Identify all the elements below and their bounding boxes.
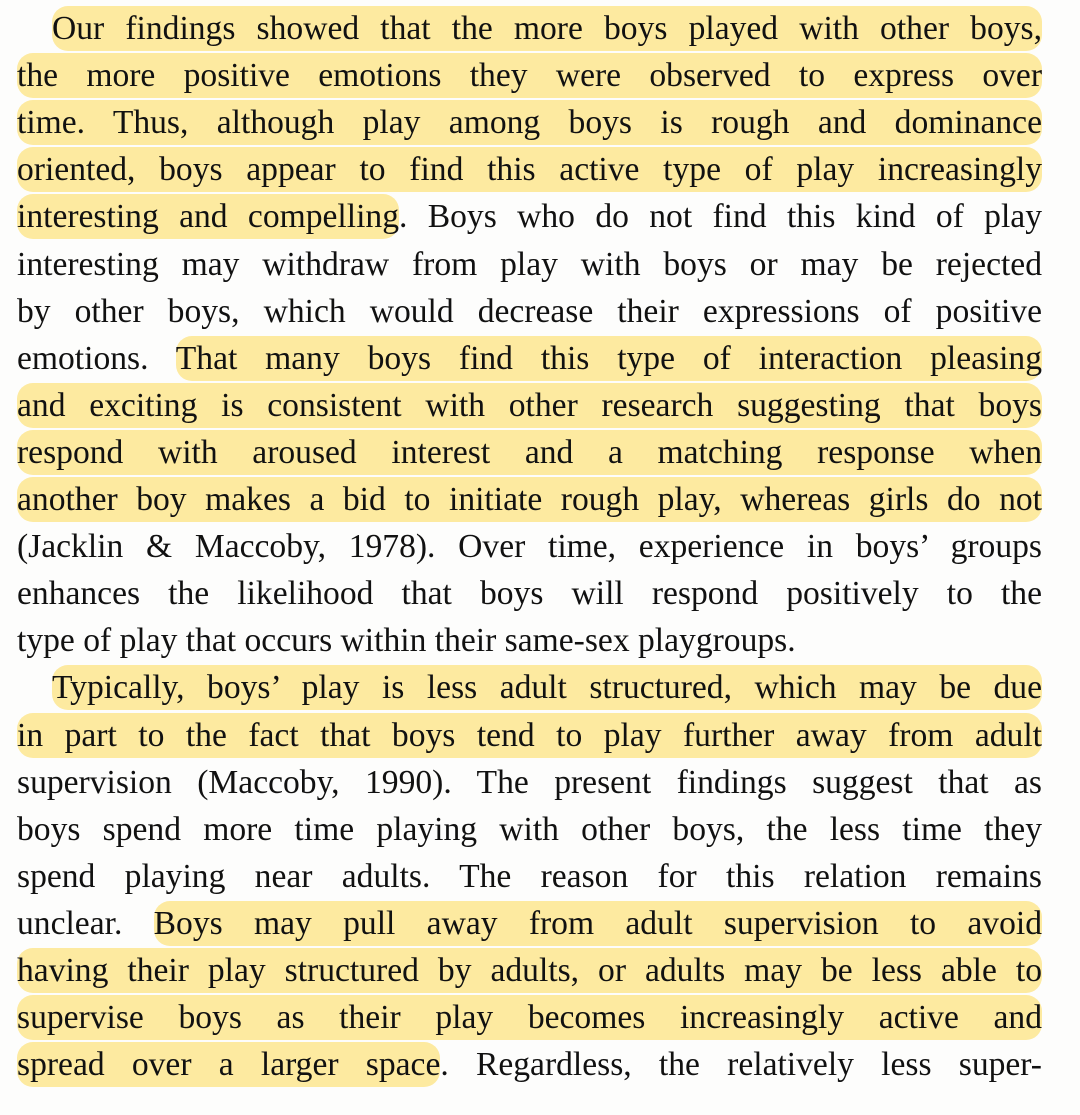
text-line <box>17 476 1042 524</box>
text-line <box>17 1041 1042 1089</box>
text-line <box>17 523 1042 571</box>
text-line <box>17 99 1042 147</box>
text-span: spend playing near adults. The reason for this relation remains <box>17 857 1042 895</box>
text-line <box>17 570 1042 618</box>
text-span: unclear. <box>17 904 154 942</box>
text-span: supervision (Maccoby, 1990). The present findings suggest that as <box>17 763 1042 801</box>
highlighted-text: Our findings showed that the more boys played with other boys, <box>52 6 1042 51</box>
text-line <box>17 288 1042 336</box>
text-line <box>17 52 1042 100</box>
highlighted-text: the more positive emotions they were observed to express over <box>17 53 1042 98</box>
text-span: . Regardless, the relatively less super- <box>440 1046 1042 1084</box>
text-span: emotions. <box>17 339 176 377</box>
highlighted-text: and exciting is consistent with other research suggesting that boys <box>17 383 1042 428</box>
highlighted-text: another boy makes a bid to initiate rough play, whereas girls do not <box>17 477 1042 522</box>
text-span: . Boys who do not find this kind of play <box>399 198 1042 236</box>
highlighted-text: supervise boys as their play becomes increasingly active and <box>17 995 1042 1040</box>
text-line <box>17 193 1042 241</box>
text-line <box>17 806 1042 854</box>
text-line <box>17 853 1042 901</box>
text-line <box>17 335 1042 383</box>
text-line <box>17 382 1042 430</box>
highlighted-text: That many boys find this type of interaction pleasing <box>176 336 1042 381</box>
highlighted-text: interesting and compelling <box>17 194 399 239</box>
text-span: (Jacklin & Maccoby, 1978). Over time, experience in boys’ groups <box>17 528 1042 566</box>
text-line <box>17 241 1042 289</box>
text-line <box>17 900 1042 948</box>
text-line <box>17 947 1042 995</box>
highlighted-text: time. Thus, although play among boys is rough and dominance <box>17 100 1042 145</box>
highlighted-text: Typically, boys’ play is less adult structured, which may be due <box>52 665 1042 710</box>
text-span: by other boys, which would decrease their expressions of positive <box>17 292 1042 330</box>
highlighted-text: in part to the fact that boys tend to play further away from adult <box>17 713 1042 758</box>
highlighted-text: having their play structured by adults, or adults may be less able to <box>17 948 1042 993</box>
text-line <box>17 712 1042 760</box>
text-line <box>17 759 1042 807</box>
text-line <box>52 5 1042 53</box>
highlighted-text: Boys may pull away from adult supervision to avoid <box>154 901 1042 946</box>
text-line <box>17 429 1042 477</box>
text-line <box>52 664 1042 712</box>
text-span: interesting may withdraw from play with boys or may be rejected <box>17 245 1042 283</box>
text-span: boys spend more time playing with other boys, the less time they <box>17 810 1042 848</box>
text-line <box>17 617 1042 665</box>
text-span: enhances the likelihood that boys will respond positively to the <box>17 575 1042 613</box>
highlighted-text: respond with aroused interest and a matching response when <box>17 430 1042 475</box>
highlighted-text: oriented, boys appear to find this active type of play increasingly <box>17 147 1042 192</box>
text-line <box>17 146 1042 194</box>
text-line <box>17 994 1042 1042</box>
text-span: type of play that occurs within their same-sex playgroups. <box>17 622 796 660</box>
highlighted-text: spread over a larger space <box>17 1042 440 1087</box>
